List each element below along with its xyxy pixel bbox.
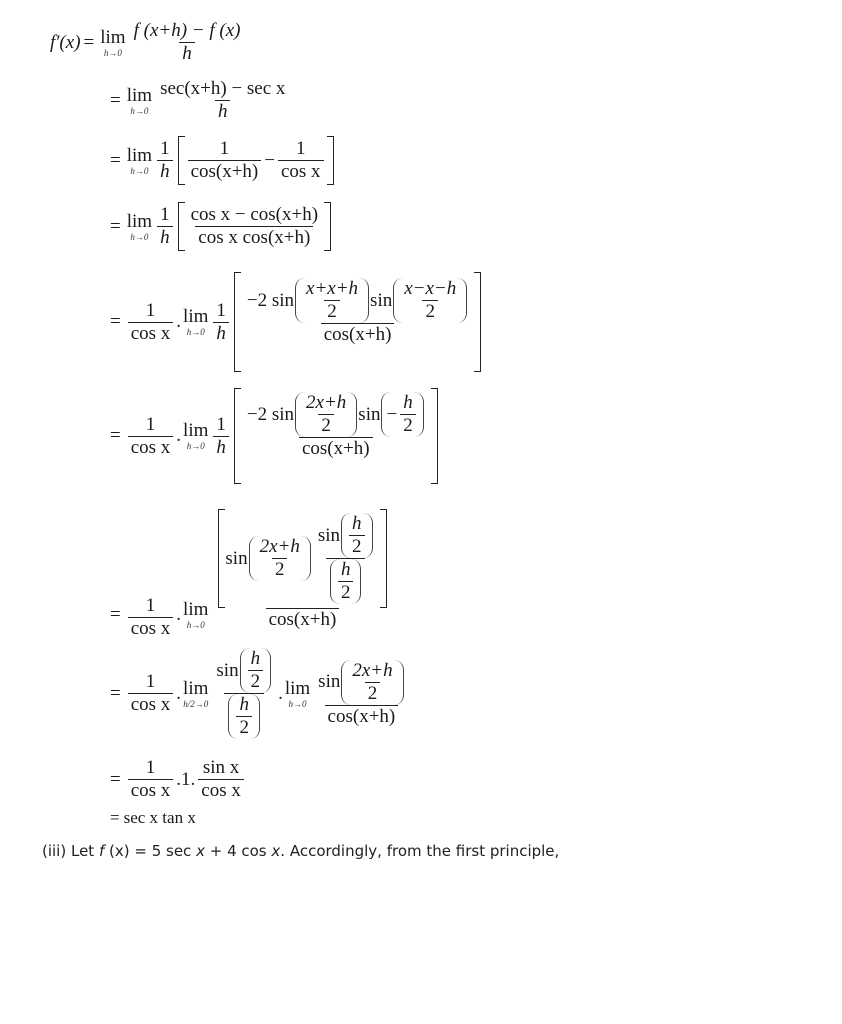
derivation-step-3: = lim h→0 $\frac{1}{h}$ $\frac{1}{\cos(x+h)}$ − $\frac{1}{\text{cos x}}$ — [110, 136, 336, 185]
fraction: $\frac{\text{sec(x+h) − sec x}}{h}$ — [160, 78, 286, 122]
derivation-step-6: = $\frac{1}{\text{cos x}}$ . lim h→0 $\frac{1}{h}$ −2 sin $\frac{2x+h}{2}$ sin − $\frac{h}{2}$ cos(x+h) — [110, 388, 440, 484]
square-bracket: sin $\frac{2x+h}{2}$ sin $\frac{h}{2}$ $\frac{h}{2}$ — [218, 509, 386, 608]
limit: lim h→0 — [126, 144, 153, 176]
limit: lim h→0 — [126, 210, 153, 242]
equals-sign: = — [83, 31, 95, 53]
derivation-step-7: = $\frac{1}{\text{cos x}}$ . lim h→0 sin $\frac{2x+h}{2}$ sin $\frac{h}{2}$ $\frac{h}{2}$ cos(x+h) — [110, 500, 395, 640]
limit: lim h→0 — [100, 26, 126, 58]
square-bracket: $\frac{\text{cos x − cos(x+h)}}{\text{cos x cos(x+h)}}$ — [178, 202, 332, 251]
derivation-result: = sec x tan x — [110, 808, 196, 827]
square-bracket: −2 sin $\frac{x+x+h}{2}$ sin $\frac{x-x-h}{2}$ cos(x+h) — [234, 272, 481, 372]
square-bracket: −2 sin $\frac{2x+h}{2}$ sin − $\frac{h}{2}$ cos(x+h) — [234, 388, 438, 484]
part-iii-statement: (iii) Let f (x) = 5 sec x + 4 cos x. Accordingly, from the first principle, — [42, 842, 560, 860]
fraction: $\frac{f (x+h) - f (x)}{h}$ — [133, 20, 241, 64]
one-over-h: $\frac{1}{h}$ — [157, 138, 173, 183]
derivation-step-8: = $\frac{1}{\text{cos x}}$ . lim h/2→0 sin $\frac{h}{2}$ $\frac{h}{2}$ . lim h→0 sin $\frac{2x+h}{2}$ cos(x+h) — [110, 648, 411, 739]
derivation-step-9: = $\frac{1}{\text{cos x}}$ .1. $\frac{\text{sin x}}{\text{cos x}}$ — [110, 757, 247, 802]
derivation-step-5: = $\frac{1}{\text{cos x}}$ . lim h→0 $\frac{1}{h}$ −2 sin $\frac{x+x+h}{2}$ sin $\frac{x-x-h}{2}$ cos(x+h) — [110, 272, 483, 372]
f-prime-x: f′(x) — [50, 31, 81, 53]
derivation-step-1 — [50, 20, 246, 65]
limit: lim h→0 — [126, 84, 153, 116]
derivation-step-2: = lim h→0 $\frac{\text{sec(x+h) − sec x}}{h}$ — [110, 78, 291, 123]
derivation-step-4: = lim h→0 $\frac{1}{h}$ $\frac{\text{cos x − cos(x+h)}}{\text{cos x cos(x+h)}}$ — [110, 202, 333, 251]
square-bracket: $\frac{1}{\cos(x+h)}$ − $\frac{1}{\text{cos x}}$ — [178, 136, 334, 185]
